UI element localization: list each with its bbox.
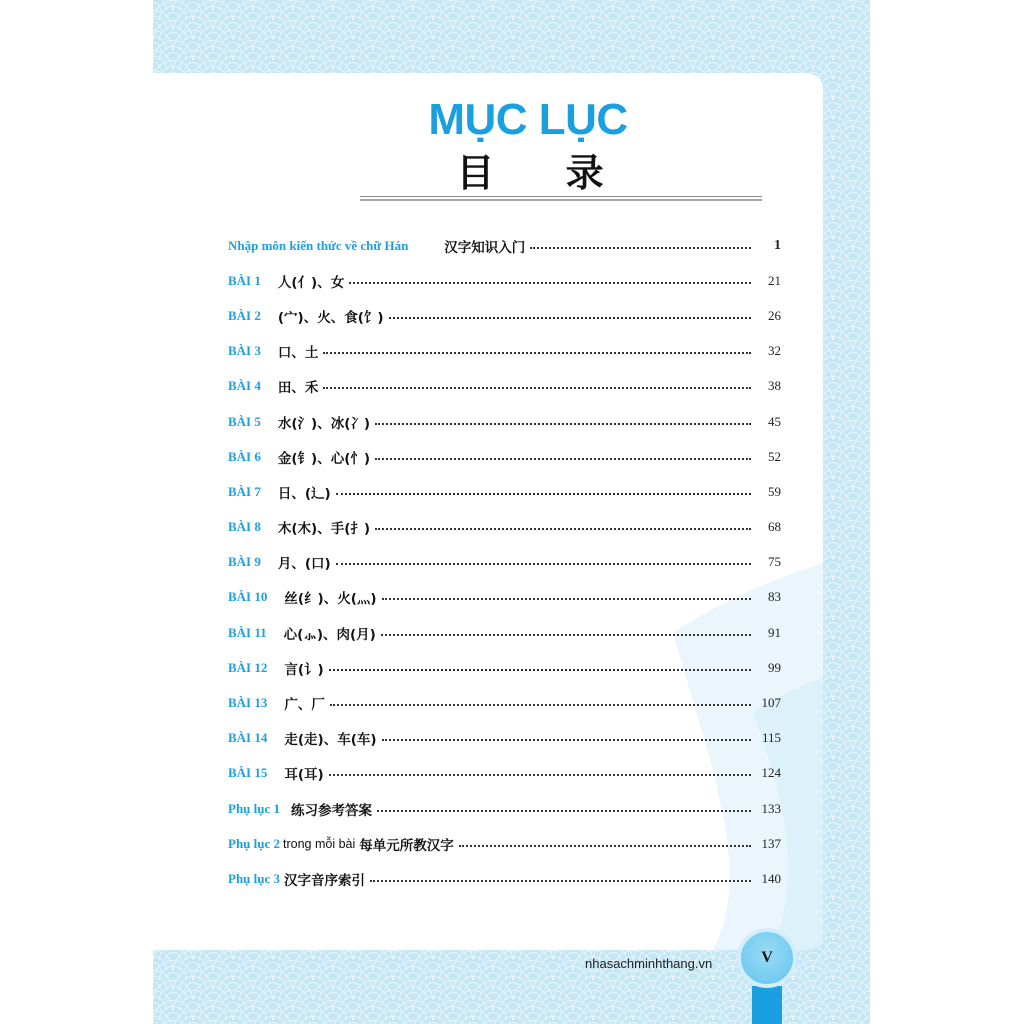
toc-entry-title: 木(木)、手(扌)	[277, 521, 371, 538]
toc-entry-title: 汉字知识入门	[444, 239, 526, 256]
toc-entry-page: 107	[761, 695, 781, 711]
toc-entry-label: BÀI 5	[228, 413, 261, 429]
toc-entry-label: BÀI 15	[228, 765, 268, 781]
toc-entry-appendix-1	[228, 791, 781, 826]
toc-entry-lesson-6	[228, 439, 781, 474]
toc-entry-page: 140	[761, 870, 781, 886]
toc-entry-label: Phụ lục 1	[228, 800, 281, 816]
toc-entry-lesson-9	[228, 545, 781, 580]
toc-entry-title: 言(讠)	[284, 661, 324, 678]
toc-entry-page: 32	[768, 343, 781, 359]
toc-entry-title: 金(钅)、心(忄)	[277, 450, 371, 467]
toc-entry-label: Phụ lục 3	[228, 870, 281, 886]
dot-leader	[330, 704, 751, 706]
toc-entry-page: 68	[768, 519, 781, 535]
toc-entry-title: 耳(耳)	[284, 767, 324, 784]
toc-entry-label: BÀI 11	[228, 624, 267, 640]
toc-entry-page: 91	[768, 624, 781, 640]
toc-entry-title: 汉字音序索引	[284, 872, 366, 889]
toc-entry-label: BÀI 9	[228, 554, 261, 570]
toc-entry-title: 练习参考答案	[291, 802, 373, 819]
toc-entry-title: 走(走)、车(车)	[284, 732, 377, 749]
toc-entry-page: 115	[761, 730, 781, 746]
toc-entry-page: 99	[768, 659, 781, 675]
toc-entry-lesson-2	[228, 298, 781, 333]
dot-leader	[389, 317, 751, 319]
toc-entry-title: 心(⺗)、肉(月)	[283, 626, 376, 643]
toc-entry-lesson-3	[228, 334, 781, 369]
toc-entry-lesson-14	[228, 721, 781, 756]
toc-entry-label: BÀI 8	[228, 519, 261, 535]
dot-leader	[377, 810, 751, 812]
page-subtitle-chinese: 目 录	[456, 151, 604, 195]
toc-entry-page: 59	[768, 483, 781, 499]
toc-entry-title: 广、厂	[284, 697, 325, 714]
title-divider-thick	[360, 199, 762, 201]
toc-entry-lesson-11	[228, 615, 781, 650]
toc-entry-page: 38	[768, 378, 781, 394]
toc-entry-page: 137	[761, 835, 781, 851]
toc-entry-label: BÀI 4	[228, 378, 261, 394]
toc-entry-lesson-13	[228, 685, 781, 720]
page-number-tab	[752, 986, 782, 1024]
toc-entry-page: 26	[768, 307, 781, 323]
dot-leader	[349, 282, 751, 284]
page-number: V	[761, 949, 773, 966]
toc-entry-page: 75	[768, 554, 781, 570]
dot-leader	[382, 739, 751, 741]
toc-entry-label: Nhập môn kiến thức về chữ Hán	[228, 237, 409, 253]
dot-leader	[382, 598, 751, 600]
toc-entry-note: trong mỗi bài	[283, 836, 356, 851]
toc-entry-title: 人(亻)、女	[277, 274, 345, 291]
toc-entry-label: BÀI 7	[228, 483, 261, 499]
dot-leader	[323, 352, 751, 354]
toc-entry-appendix-2	[228, 826, 781, 861]
toc-entry-appendix-3	[228, 861, 781, 896]
toc-entry-title: 田、禾	[277, 380, 319, 397]
toc-entry-lesson-1	[228, 263, 781, 298]
toc-entry-page: 45	[768, 413, 781, 429]
toc-entry-lesson-7	[228, 474, 781, 509]
dot-leader	[530, 247, 751, 249]
toc-entry-lesson-4	[228, 369, 781, 404]
page-number-badge	[737, 928, 797, 988]
dot-leader	[336, 493, 751, 495]
table-of-contents	[228, 228, 781, 897]
toc-entry-label: BÀI 10	[228, 589, 268, 605]
toc-entry-title: (宀)、火、食(饣)	[277, 309, 384, 326]
publisher-website: nhasachminhthang.vn	[585, 956, 713, 971]
toc-entry-label: BÀI 6	[228, 448, 261, 464]
toc-entry-intro	[228, 228, 781, 263]
toc-entry-page: 21	[768, 272, 781, 288]
toc-entry-label: BÀI 3	[228, 343, 261, 359]
toc-entry-title: 日、(辶)	[277, 485, 331, 502]
toc-entry-page: 52	[768, 448, 781, 464]
title-divider-thin	[360, 196, 762, 197]
toc-entry-lesson-12	[228, 650, 781, 685]
dot-leader	[323, 387, 751, 389]
dot-leader	[381, 634, 751, 636]
toc-entry-title: 月、(口)	[277, 556, 331, 573]
dot-leader	[375, 528, 751, 530]
toc-entry-label: BÀI 1	[228, 272, 261, 288]
toc-entry-title: 每单元所教汉字	[359, 837, 454, 854]
toc-entry-label: BÀI 12	[228, 659, 268, 675]
toc-entry-label: Phụ lục 2	[228, 835, 281, 851]
toc-entry-lesson-10	[228, 580, 781, 615]
dot-leader	[375, 423, 751, 425]
toc-entry-title: 水(氵)、冰(冫)	[277, 415, 371, 432]
dot-leader	[375, 458, 751, 460]
dot-leader	[370, 880, 751, 882]
dot-leader	[329, 774, 751, 776]
dot-leader	[329, 669, 751, 671]
toc-entry-page: 124	[761, 765, 781, 781]
toc-entry-lesson-8	[228, 510, 781, 545]
page-title: MỤC LỤC	[428, 95, 628, 144]
toc-entry-lesson-5	[228, 404, 781, 439]
toc-entry-page: 133	[761, 800, 781, 816]
toc-entry-label: BÀI 13	[228, 695, 268, 711]
toc-entry-label: BÀI 2	[228, 307, 261, 323]
dot-leader	[336, 563, 751, 565]
toc-entry-title: 口、土	[277, 345, 319, 362]
toc-entry-page: 1	[774, 237, 781, 253]
dot-leader	[459, 845, 751, 847]
toc-entry-label: BÀI 14	[228, 730, 268, 746]
toc-entry-title: 丝(纟)、火(灬)	[284, 591, 377, 608]
toc-entry-lesson-15	[228, 756, 781, 791]
toc-entry-page: 83	[768, 589, 781, 605]
